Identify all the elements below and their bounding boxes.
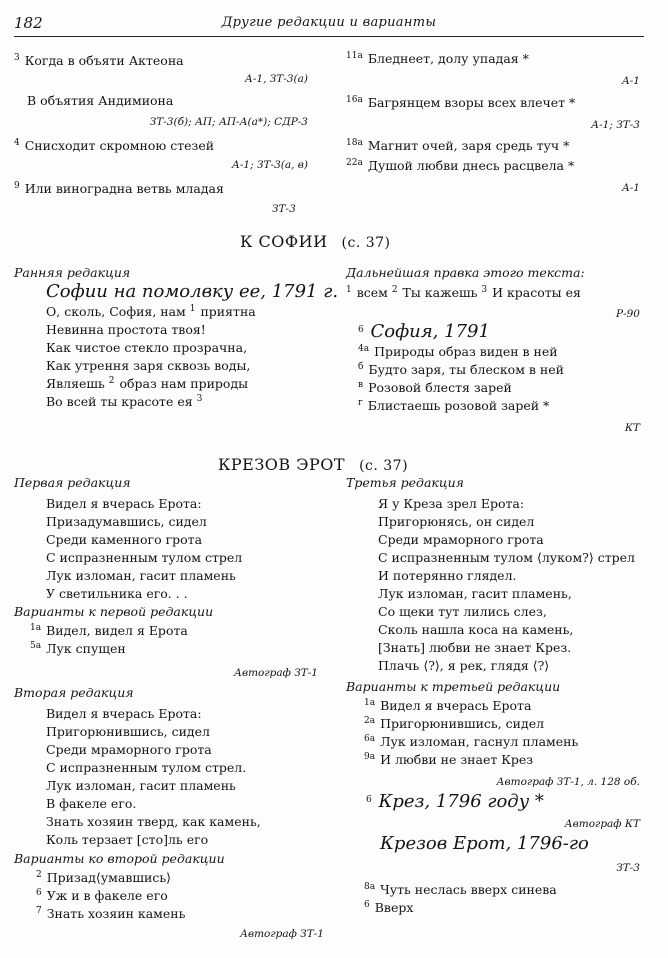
verse-line: С испразненным тулом стрел xyxy=(46,550,243,565)
variant-line: $^6$ Уж и в факеле его xyxy=(36,888,168,903)
edit-line: $^1$ всем $^2$ Ты кажешь $^3$ И красоты ея xyxy=(346,285,581,300)
source-ref: А-1; ЗТ-3(а, в) xyxy=(231,159,308,171)
verse-line: В факеле его. xyxy=(46,796,137,811)
source-ref: ЗТ-3 xyxy=(272,203,296,215)
source-ref: Р-90 xyxy=(616,308,640,320)
poem-title: $^6$ София, 1791 xyxy=(358,321,490,342)
variant-line: $^7$ Знать хозяин камень xyxy=(36,906,186,921)
edition-label: Первая редакция xyxy=(14,475,131,490)
running-title: Другие редакции и варианты xyxy=(221,15,437,30)
variant-line: $^{4а}$ Природы образ виден в ней xyxy=(358,344,558,359)
verse-line: [Знать] любви не знает Крез. xyxy=(378,640,572,655)
variant-line: $^{1а}$ Видел, видел я Ерота xyxy=(30,623,188,638)
variant-line: $^{11а}$ Бледнеет, долу упадая * xyxy=(346,51,529,66)
verse-line: С испразненным тулом стрел. xyxy=(46,760,247,775)
variant-line: $^9$ Или виноградна ветвь младая xyxy=(14,181,224,196)
variant-line: $^{2а}$ Пригорюнившись, сидел xyxy=(364,716,545,731)
poem-title: Софии на помолвку ее, 1791 г. xyxy=(46,281,339,302)
verse-line: Являешь $^2$ образ нам природы xyxy=(46,376,249,391)
source-ref: ЗТ-3(б); АП; АП-А(а*); СДР-3 xyxy=(149,116,308,128)
poem-title: $^6$ Крез, 1796 году * xyxy=(366,791,544,812)
verse-line: Во всей ты красоте ея $^3$ xyxy=(46,394,203,409)
section-heading: КРЕЗОВ ЭРОТ (с. 37) xyxy=(218,455,409,474)
variant-line: $^в$ Розовой блестя зарей xyxy=(358,380,512,395)
verse-line: Призадумавшись, сидел xyxy=(46,514,207,529)
variant-line: $^{22а}$ Душой любви днесь расцвела * xyxy=(346,158,575,173)
section-heading: К СОФИИ (с. 37) xyxy=(240,232,391,251)
verse-line: Лук изломан, гасит пламень xyxy=(46,568,236,583)
variant-line: $^г$ Блистаешь розовой зарей * xyxy=(358,398,550,413)
variant-line: $^{9а}$ И любви не знает Крез xyxy=(364,752,534,767)
verse-line: Видел я вчерась Ерота: xyxy=(46,706,202,721)
page-number: 182 xyxy=(14,14,43,32)
edition-label: Ранняя редакция xyxy=(14,265,131,280)
source-ref: Автограф КТ xyxy=(564,818,640,830)
edition-label: Третья редакция xyxy=(346,475,464,490)
source-ref: КТ xyxy=(624,422,640,434)
variant-line: $^{18а}$ Магнит очей, заря средь туч * xyxy=(346,138,570,153)
verse-line: Пригорюнясь, он сидел xyxy=(378,514,535,529)
variants-label: Варианты ко второй редакции xyxy=(14,851,225,866)
poem-title: Крезов Ерот, 1796-го xyxy=(380,833,589,854)
verse-line: Пригорюнившись, сидел xyxy=(46,724,210,739)
variant-line: $^3$ Когда в объяти Актеона xyxy=(14,53,184,68)
verse-line: Среди мраморного грота xyxy=(378,532,544,547)
verse-line: Как утрення заря сквозь воды, xyxy=(46,358,251,373)
running-header xyxy=(14,14,644,37)
verse-line: Лук изломан, гасит пламень, xyxy=(378,586,572,601)
verse-line: Сколь нашла коса на камень, xyxy=(378,622,574,637)
verse-line: Коль терзает [сто]ль его xyxy=(46,832,209,847)
source-ref: Автограф ЗТ-1 xyxy=(240,928,324,940)
verse-line: Знать хозяин тверд, как камень, xyxy=(46,814,261,829)
variant-line: $^2$ Призад⟨умавшись⟩ xyxy=(36,870,171,885)
verse-line: Среди каменного грота xyxy=(46,532,203,547)
verse-line: С испразненным тулом ⟨луком?⟩ стрел xyxy=(378,550,635,565)
source-ref: ЗТ-3 xyxy=(616,862,640,874)
variant-line: $^б$ Будто заря, ты блеском в ней xyxy=(358,362,564,377)
variant-line: $^{16а}$ Багрянцем взоры всех влечет * xyxy=(346,95,576,110)
variant-line: $^6$ Вверх xyxy=(364,900,414,915)
variants-label: Варианты к первой редакции xyxy=(14,604,214,619)
verse-line: Плачь ⟨?⟩, я рек, глядя ⟨?⟩ xyxy=(378,658,550,673)
verse-line: Видел я вчерась Ерота: xyxy=(46,496,202,511)
variant-line: $^{1а}$ Видел я вчерась Ерота xyxy=(364,698,532,713)
source-ref: Автограф ЗТ-1, л. 128 об. xyxy=(496,776,640,788)
verse-line: Со щеки тут лились слез, xyxy=(378,604,547,619)
verse-line: И потерянно глядел. xyxy=(378,568,517,583)
verse-line: О, сколь, София, нам $^1$ приятна xyxy=(46,304,256,319)
source-ref: А-1 xyxy=(621,75,640,87)
verse-line: Я у Креза зрел Ерота: xyxy=(378,496,525,511)
verse-line: Лук изломан, гасит пламень xyxy=(46,778,236,793)
edition-label: Вторая редакция xyxy=(14,685,134,700)
verse-line: Как чистое стекло прозрачна, xyxy=(46,340,248,355)
variant-line: $^{8а}$ Чуть неслась вверх синева xyxy=(364,882,557,897)
edition-label: Дальнейшая правка этого текста: xyxy=(346,265,585,280)
variants-label: Варианты к третьей редакции xyxy=(346,679,561,694)
variant-line: В объятия Андимиона xyxy=(27,93,174,108)
verse-line: Невинна простота твоя! xyxy=(46,322,206,337)
variant-line: $^{5а}$ Лук спущен xyxy=(30,641,126,656)
variant-line: $^{6а}$ Лук изломан, гаснул пламень xyxy=(364,734,579,749)
verse-line: У светильника его. . . xyxy=(46,586,188,601)
source-ref: А-1; ЗТ-3 xyxy=(591,119,640,131)
verse-line: Среди мраморного грота xyxy=(46,742,212,757)
source-ref: А-1 xyxy=(621,182,640,194)
variant-line: $^4$ Снисходит скромною стезей xyxy=(14,138,215,153)
source-ref: А-1, ЗТ-3(а) xyxy=(244,73,308,85)
source-ref: Автограф ЗТ-1 xyxy=(234,667,318,679)
